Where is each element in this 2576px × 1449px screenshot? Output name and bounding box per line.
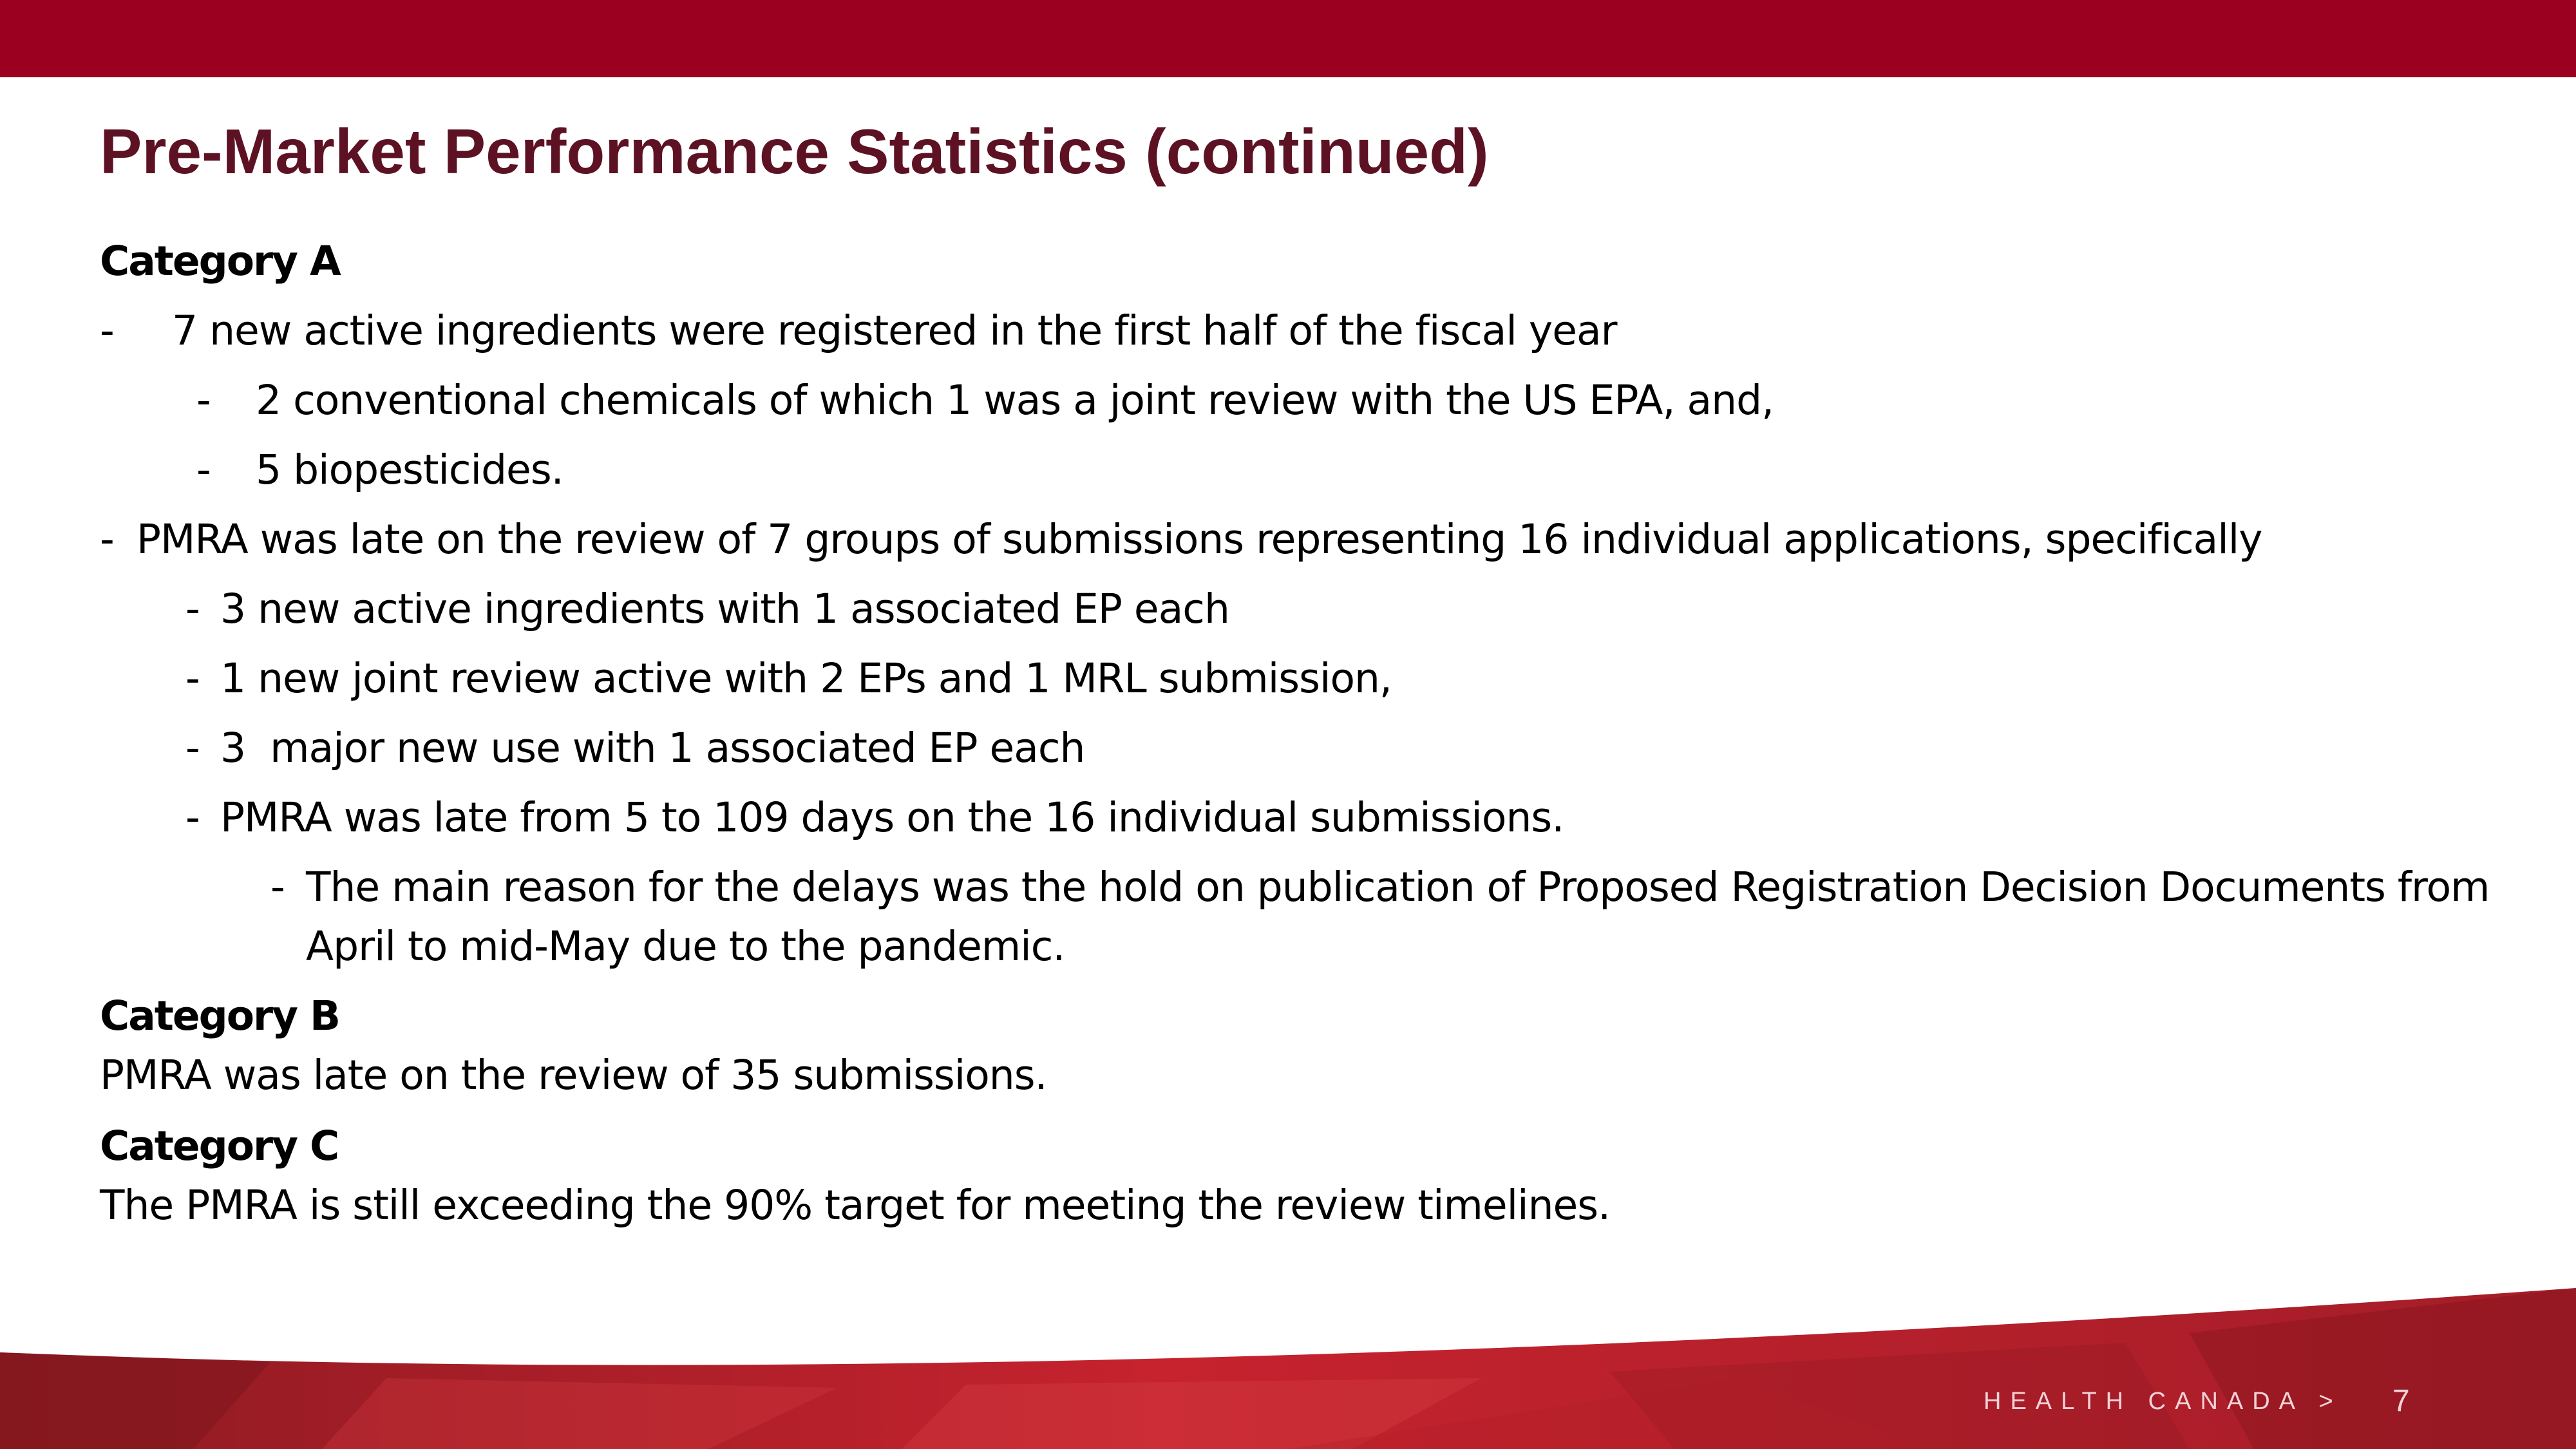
bullet-dash: -	[100, 307, 114, 354]
sub-bullet-text: 3 new active ingredients with 1 associated EP each	[220, 585, 1229, 632]
bullet-dash: -	[185, 585, 200, 632]
category-a-heading: Category A	[100, 238, 340, 285]
top-banner	[0, 0, 2576, 77]
category-b-heading: Category B	[100, 992, 340, 1039]
bullet-item	[100, 301, 2496, 371]
sub-bullet-item	[100, 649, 2496, 719]
sub-bullet-text: 1 new joint review active with 2 EPs and 1 MRL submission,	[220, 655, 1392, 702]
slide-title: Pre-Market Performance Statistics (continued)	[100, 116, 1489, 187]
sub-bullet-text: PMRA was late from 5 to 109 days on the 16 individual submissions.	[220, 794, 1564, 841]
sub-bullet-item	[100, 580, 2496, 649]
sub-bullet-text: 5 biopesticides.	[256, 446, 564, 493]
category-b-text: PMRA was late on the review of 35 submissions.	[100, 1052, 1047, 1099]
page-number: 7	[2392, 1384, 2410, 1418]
sub-bullet-item	[100, 788, 2496, 858]
bullet-dash: -	[196, 446, 211, 493]
sub-bullet-item	[100, 719, 2496, 788]
bullet-dash: -	[185, 655, 200, 702]
bullet-dash: -	[196, 377, 211, 424]
bullet-dash: -	[185, 724, 200, 772]
sub-bullet-text: 3 major new use with 1 associated EP each	[220, 724, 1085, 772]
category-c-heading: Category C	[100, 1122, 339, 1170]
bullet-dash: -	[185, 794, 200, 841]
sub-sub-bullet-text: The main reason for the delays was the hold on publication of Proposed Registration Decision Documents from April to mid-May due to the pandemic.	[306, 864, 2490, 970]
health-canada-label: HEALTH CANADA >	[1984, 1388, 2342, 1415]
sub-bullet-item	[100, 440, 2496, 510]
sub-bullet-item	[100, 371, 2496, 440]
sub-sub-bullet-item	[100, 858, 2496, 987]
slide-body	[100, 232, 2496, 1235]
sub-bullet-text: 2 conventional chemicals of which 1 was a joint review with the US EPA, and,	[256, 377, 1774, 424]
footer-band	[0, 1282, 2576, 1449]
bullet-text: 7 new active ingredients were registered in the first half of the fiscal year	[172, 307, 1617, 354]
category-c-text: The PMRA is still exceeding the 90% target for meeting the review timelines.	[100, 1182, 1611, 1229]
bullet-text: PMRA was late on the review of 7 groups of submissions representing 16 individual applications, specifically	[137, 516, 2262, 563]
bullet-dash: -	[100, 516, 114, 563]
bullet-dash: -	[270, 864, 285, 911]
bullet-item	[100, 510, 2496, 580]
